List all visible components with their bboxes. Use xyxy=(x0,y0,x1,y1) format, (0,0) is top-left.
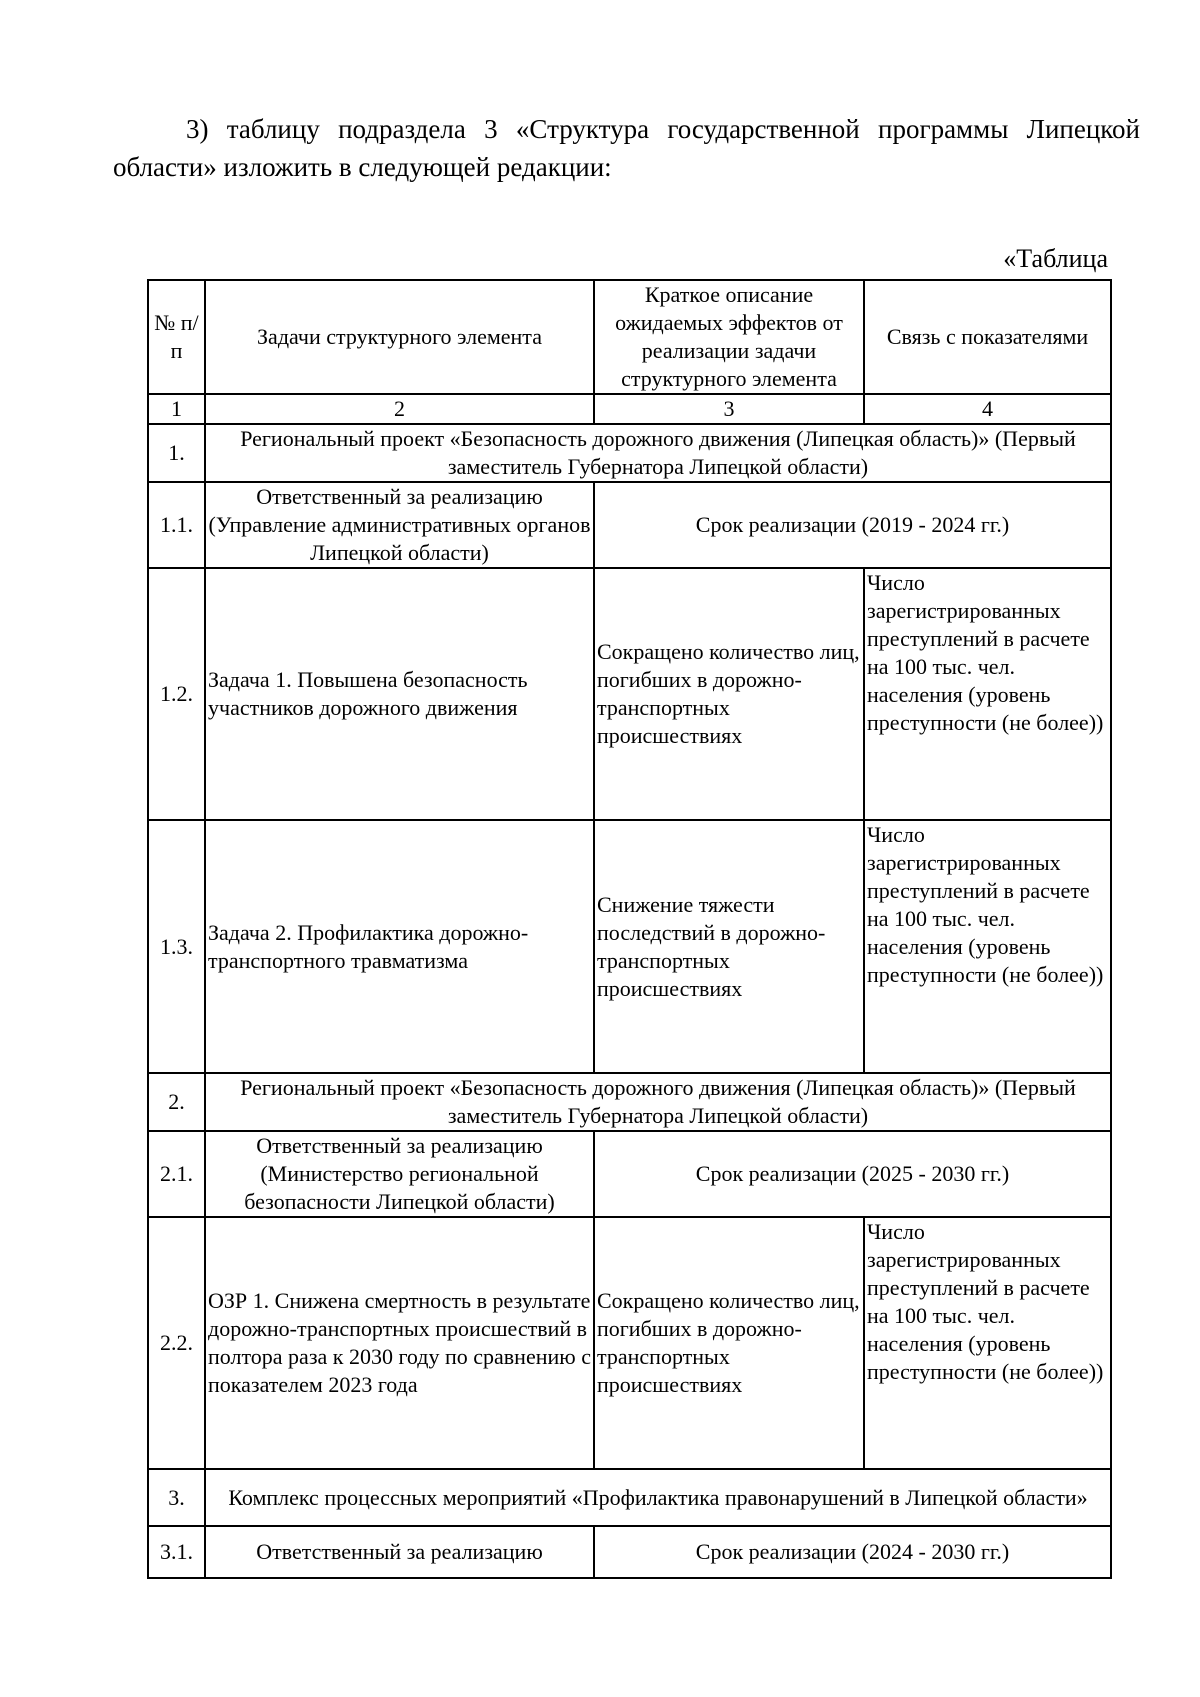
row-number: 3. xyxy=(148,1469,205,1526)
task-cell: ОЗР 1. Снижена смертность в результате дорожно-транспортных происшествий в полтора раза к 2030 году по сравнению с показателем 2023 года xyxy=(205,1217,594,1469)
column-number: 3 xyxy=(594,394,864,424)
column-number: 2 xyxy=(205,394,594,424)
indicator-cell: Число зарегистрированных преступлений в расчете на 100 тыс. чел. населения (уровень преступности (не более)) xyxy=(864,568,1111,820)
table-header-row xyxy=(148,280,1111,394)
indicator-cell: Число зарегистрированных преступлений в расчете на 100 тыс. чел. населения (уровень преступности (не более)) xyxy=(864,1217,1111,1469)
responsible-row-2-1 xyxy=(148,1131,1111,1217)
header-link: Связь с показателями xyxy=(864,280,1111,394)
header-tasks: Задачи структурного элемента xyxy=(205,280,594,394)
structure-table xyxy=(147,279,1112,1579)
effect-cell: Сокращено количество лиц, погибших в дорожно-транспортных происшествиях xyxy=(594,1217,864,1469)
section-row-3 xyxy=(148,1469,1111,1526)
section-title: Комплекс процессных мероприятий «Профилактика правонарушений в Липецкой области» xyxy=(205,1469,1111,1526)
section-row-2 xyxy=(148,1073,1111,1131)
task-row-2-2 xyxy=(148,1217,1111,1469)
row-number: 1.1. xyxy=(148,482,205,568)
row-number: 1. xyxy=(148,424,205,482)
effect-cell: Сокращено количество лиц, погибших в дорожно-транспортных происшествиях xyxy=(594,568,864,820)
indicator-cell: Число зарегистрированных преступлений в расчете на 100 тыс. чел. населения (уровень преступности (не более)) xyxy=(864,820,1111,1073)
section-title: Региональный проект «Безопасность дорожного движения (Липецкая область)» (Первый заместитель Губернатора Липецкой области) xyxy=(205,1073,1111,1131)
responsible-cell: Ответственный за реализацию (Министерство региональной безопасности Липецкой области) xyxy=(205,1131,594,1217)
row-number: 2. xyxy=(148,1073,205,1131)
period-cell: Срок реализации (2025 - 2030 гг.) xyxy=(594,1131,1111,1217)
responsible-row-1-1 xyxy=(148,482,1111,568)
row-number: 1.3. xyxy=(148,820,205,1073)
row-number: 2.1. xyxy=(148,1131,205,1217)
task-cell: Задача 2. Профилактика дорожно-транспортного травматизма xyxy=(205,820,594,1073)
row-number: 2.2. xyxy=(148,1217,205,1469)
column-number: 1 xyxy=(148,394,205,424)
task-cell: Задача 1. Повышена безопасность участников дорожного движения xyxy=(205,568,594,820)
task-row-1-3 xyxy=(148,820,1111,1073)
header-num: № п/п xyxy=(148,280,205,394)
column-number: 4 xyxy=(864,394,1111,424)
row-number: 3.1. xyxy=(148,1526,205,1578)
responsible-row-3-1 xyxy=(148,1526,1111,1578)
table-caption: «Таблица xyxy=(1003,244,1108,273)
period-cell: Срок реализации (2019 - 2024 гг.) xyxy=(594,482,1111,568)
row-number: 1.2. xyxy=(148,568,205,820)
section-row-1 xyxy=(148,424,1111,482)
responsible-cell: Ответственный за реализацию xyxy=(205,1526,594,1578)
responsible-cell: Ответственный за реализацию (Управление административных органов Липецкой области) xyxy=(205,482,594,568)
intro-paragraph: 3) таблицу подраздела 3 «Структура государственной программы Липецкой области» изложить в следующей редакции: xyxy=(113,114,1140,182)
effect-cell: Снижение тяжести последствий в дорожно-транспортных происшествиях xyxy=(594,820,864,1073)
header-effects: Краткое описание ожидаемых эффектов от реализации задачи структурного элемента xyxy=(594,280,864,394)
task-row-1-2 xyxy=(148,568,1111,820)
column-number-row xyxy=(148,394,1111,424)
period-cell: Срок реализации (2024 - 2030 гг.) xyxy=(594,1526,1111,1578)
section-title: Региональный проект «Безопасность дорожного движения (Липецкая область)» (Первый заместитель Губернатора Липецкой области) xyxy=(205,424,1111,482)
